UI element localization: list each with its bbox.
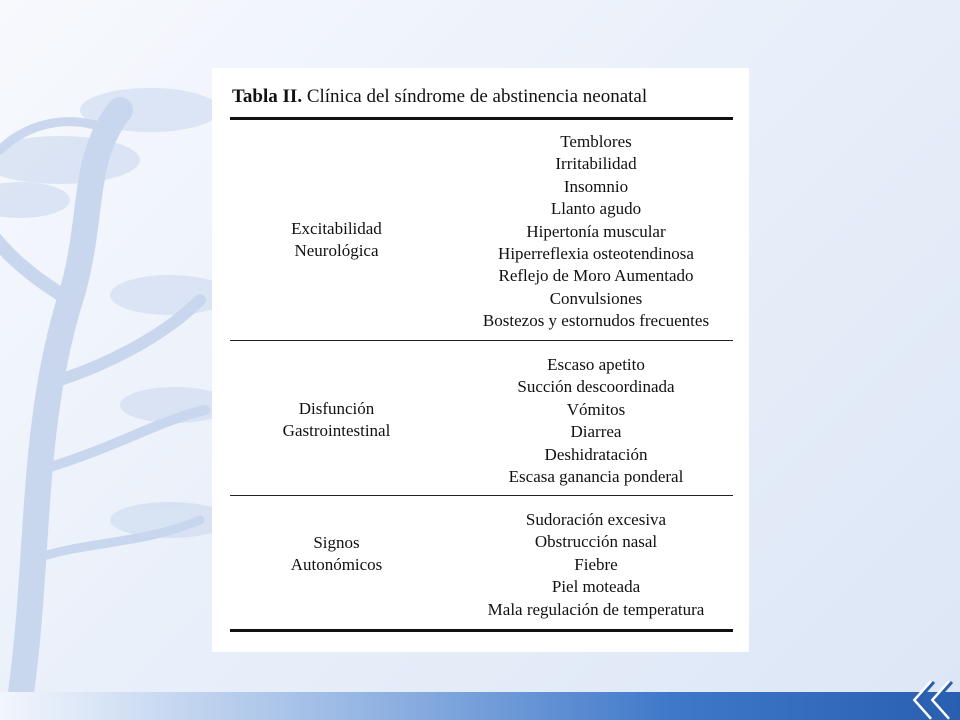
accent-bar bbox=[0, 692, 960, 720]
table-card bbox=[212, 68, 749, 652]
list-item: Deshidratación bbox=[544, 444, 648, 464]
double-chevron-left-icon[interactable] bbox=[902, 676, 960, 720]
category-line: Neurológica bbox=[294, 241, 379, 260]
list-item: Hiperreflexia osteotendinosa bbox=[498, 244, 694, 264]
list-item: Temblores bbox=[560, 132, 632, 151]
table-title-text: Clínica del síndrome de abstinencia neonatal bbox=[302, 86, 648, 107]
category-line: Disfunción bbox=[298, 399, 375, 418]
symptom-list-excitabilidad bbox=[462, 131, 730, 333]
list-item: Convulsiones bbox=[549, 288, 643, 308]
symptom-list-signos bbox=[462, 509, 730, 621]
top-rule bbox=[230, 117, 733, 120]
list-item: Llanto agudo bbox=[550, 199, 642, 219]
category-line: Gastrointestinal bbox=[282, 421, 391, 440]
list-item: Escasa ganancia ponderal bbox=[508, 467, 684, 487]
category-excitabilidad bbox=[234, 218, 439, 262]
list-item: Irritabilidad bbox=[555, 154, 637, 174]
list-item: Reflejo de Moro Aumentado bbox=[498, 266, 694, 286]
category-line: Signos bbox=[313, 533, 360, 552]
list-item: Fiebre bbox=[574, 554, 618, 574]
list-item: Sudoración excesiva bbox=[525, 510, 667, 529]
row-divider bbox=[230, 495, 733, 496]
row-divider bbox=[230, 340, 733, 341]
category-line: Autonómicos bbox=[290, 555, 383, 574]
list-item: Succión descoordinada bbox=[517, 377, 675, 397]
list-item: Mala regulación de temperatura bbox=[487, 599, 705, 619]
symptom-list-disfuncion bbox=[462, 354, 730, 488]
table-title-label: Tabla II. bbox=[232, 86, 303, 107]
list-item: Insomnio bbox=[563, 176, 629, 196]
category-line: Excitabilidad bbox=[291, 219, 382, 238]
bottom-rule bbox=[230, 629, 733, 632]
list-item: Diarrea bbox=[570, 422, 622, 442]
list-item: Piel moteada bbox=[551, 577, 641, 597]
category-disfuncion bbox=[234, 398, 439, 442]
category-signos bbox=[234, 532, 439, 576]
list-item: Obstrucción nasal bbox=[534, 532, 658, 552]
list-item: Hipertonía muscular bbox=[526, 221, 666, 241]
list-item: Escaso apetito bbox=[547, 355, 645, 374]
table-title bbox=[232, 86, 647, 108]
list-item: Vómitos bbox=[566, 399, 626, 419]
list-item: Bostezos y estornudos frecuentes bbox=[482, 311, 710, 331]
